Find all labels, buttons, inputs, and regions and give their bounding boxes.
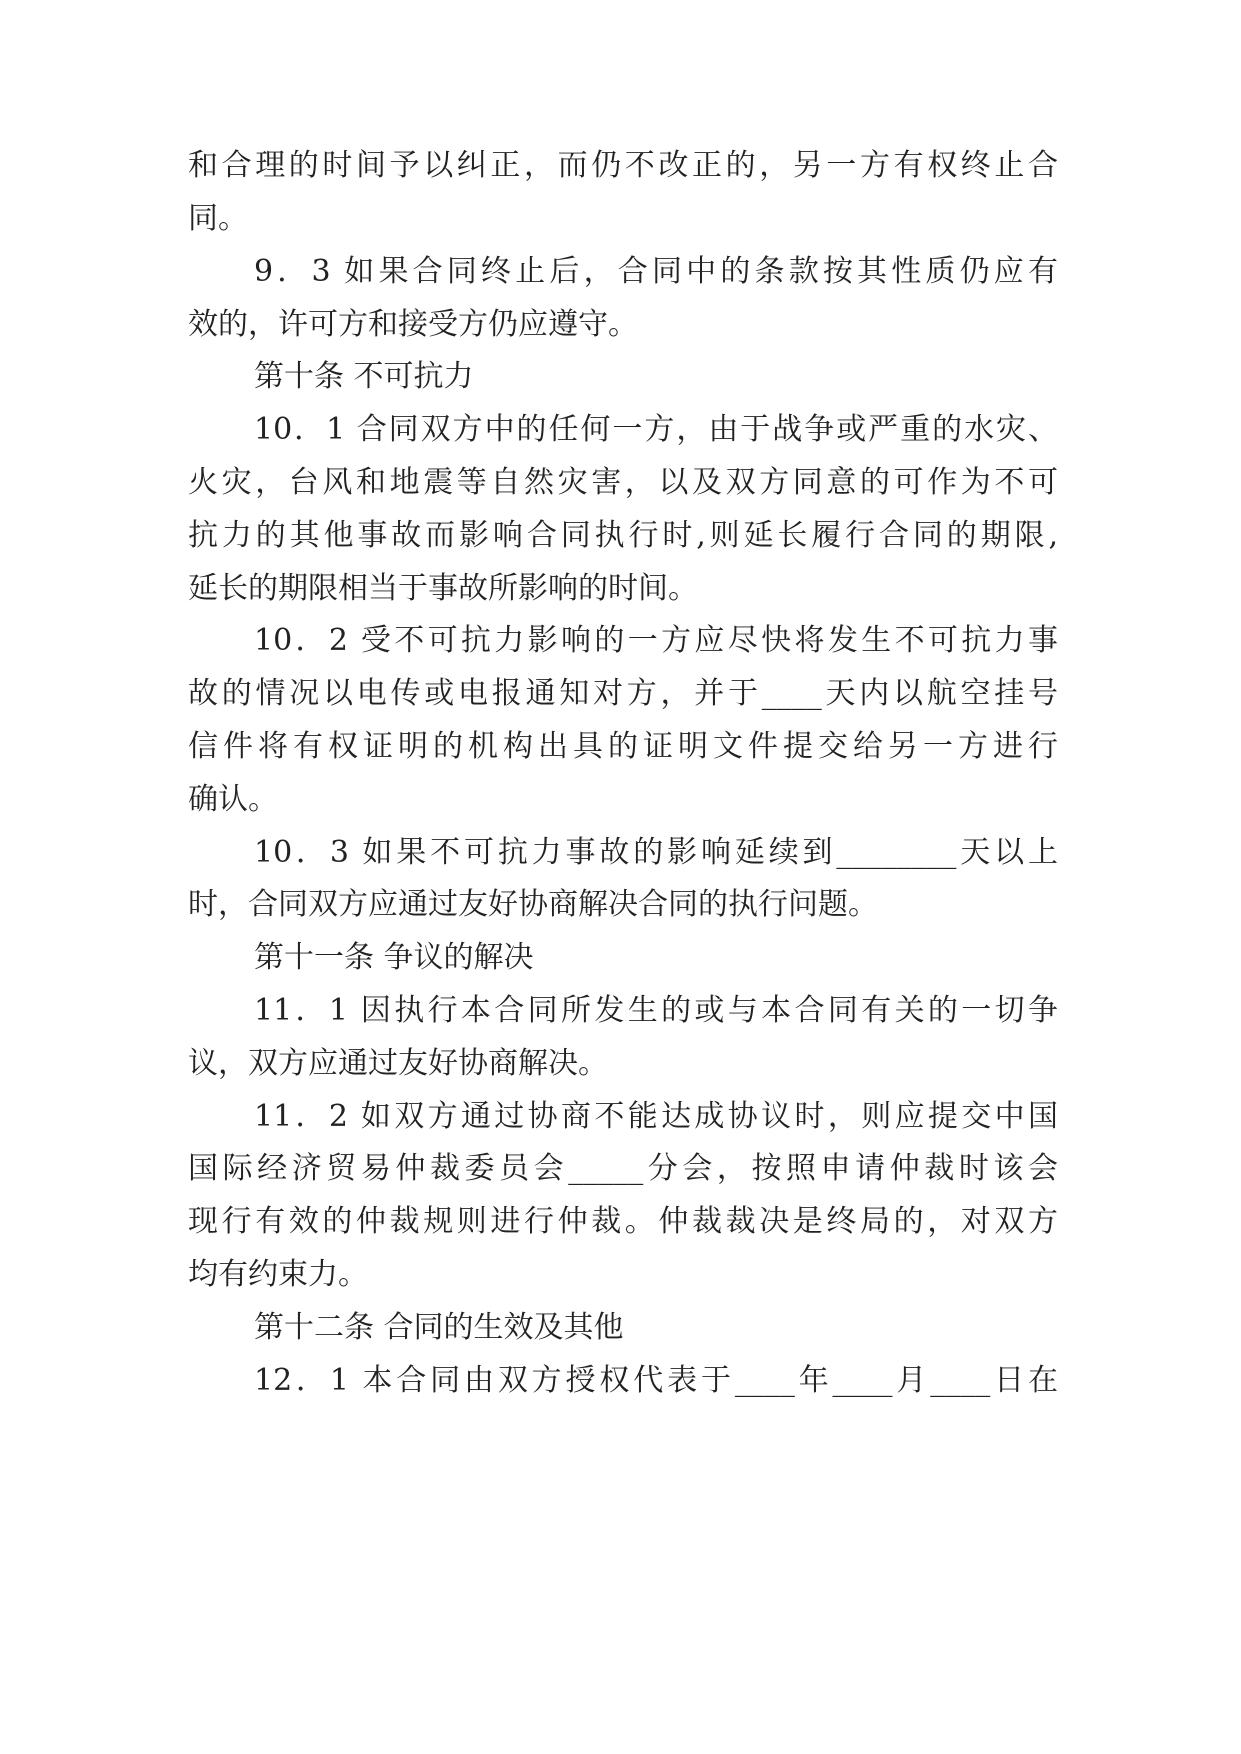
text-line: 同。 xyxy=(188,201,248,236)
text-line: 国际经济贸易仲裁委员会_____分会，按照申请仲裁时该会 xyxy=(188,1151,1058,1186)
text-line: 抗力的其他事故而影响合同执行时,则延长履行合同的期限, xyxy=(188,518,1058,553)
clause-10-2: 10．2 受不可抗力影响的一方应尽快将发生不可抗力事 xyxy=(254,623,1058,658)
text-line: 和合理的时间予以纠正，而仍不改正的，另一方有权终止合 xyxy=(188,148,1058,183)
clause-11-1: 11．1 因执行本合同所发生的或与本合同有关的一切争 xyxy=(254,993,1058,1028)
text-line: 议，双方应通过友好协商解决。 xyxy=(188,1046,608,1081)
article-12-heading: 第十二条 合同的生效及其他 xyxy=(254,1310,624,1345)
article-10-heading: 第十条 不可抗力 xyxy=(254,359,474,394)
clause-12-1: 12．1 本合同由双方授权代表于____年____月____日在 xyxy=(254,1363,1058,1398)
text-line: 现行有效的仲裁规则进行仲裁。仲裁裁决是终局的，对双方 xyxy=(188,1204,1058,1239)
clause-10-3: 10．3 如果不可抗力事故的影响延续到________天以上 xyxy=(254,835,1058,870)
text-line: 确认。 xyxy=(188,782,278,817)
clause-9-3: 9．3 如果合同终止后，合同中的条款按其性质仍应有 xyxy=(254,254,1058,289)
text-line: 延长的期限相当于事故所影响的时间。 xyxy=(188,571,698,606)
text-line: 时，合同双方应通过友好协商解决合同的执行问题。 xyxy=(188,887,878,922)
text-line: 故的情况以电传或电报通知对方，并于____天内以航空挂号 xyxy=(188,676,1058,711)
text-line: 均有约束力。 xyxy=(188,1257,368,1292)
text-line: 效的，许可方和接受方仍应遵守。 xyxy=(188,307,638,342)
article-11-heading: 第十一条 争议的解决 xyxy=(254,940,534,975)
text-line: 信件将有权证明的机构出具的证明文件提交给另一方进行 xyxy=(188,729,1058,764)
clause-11-2: 11．2 如双方通过协商不能达成协议时，则应提交中国 xyxy=(254,1099,1058,1134)
clause-10-1: 10．1 合同双方中的任何一方，由于战争或严重的水灾、 xyxy=(254,412,1058,447)
text-line: 火灾，台风和地震等自然灾害，以及双方同意的可作为不可 xyxy=(188,465,1058,500)
